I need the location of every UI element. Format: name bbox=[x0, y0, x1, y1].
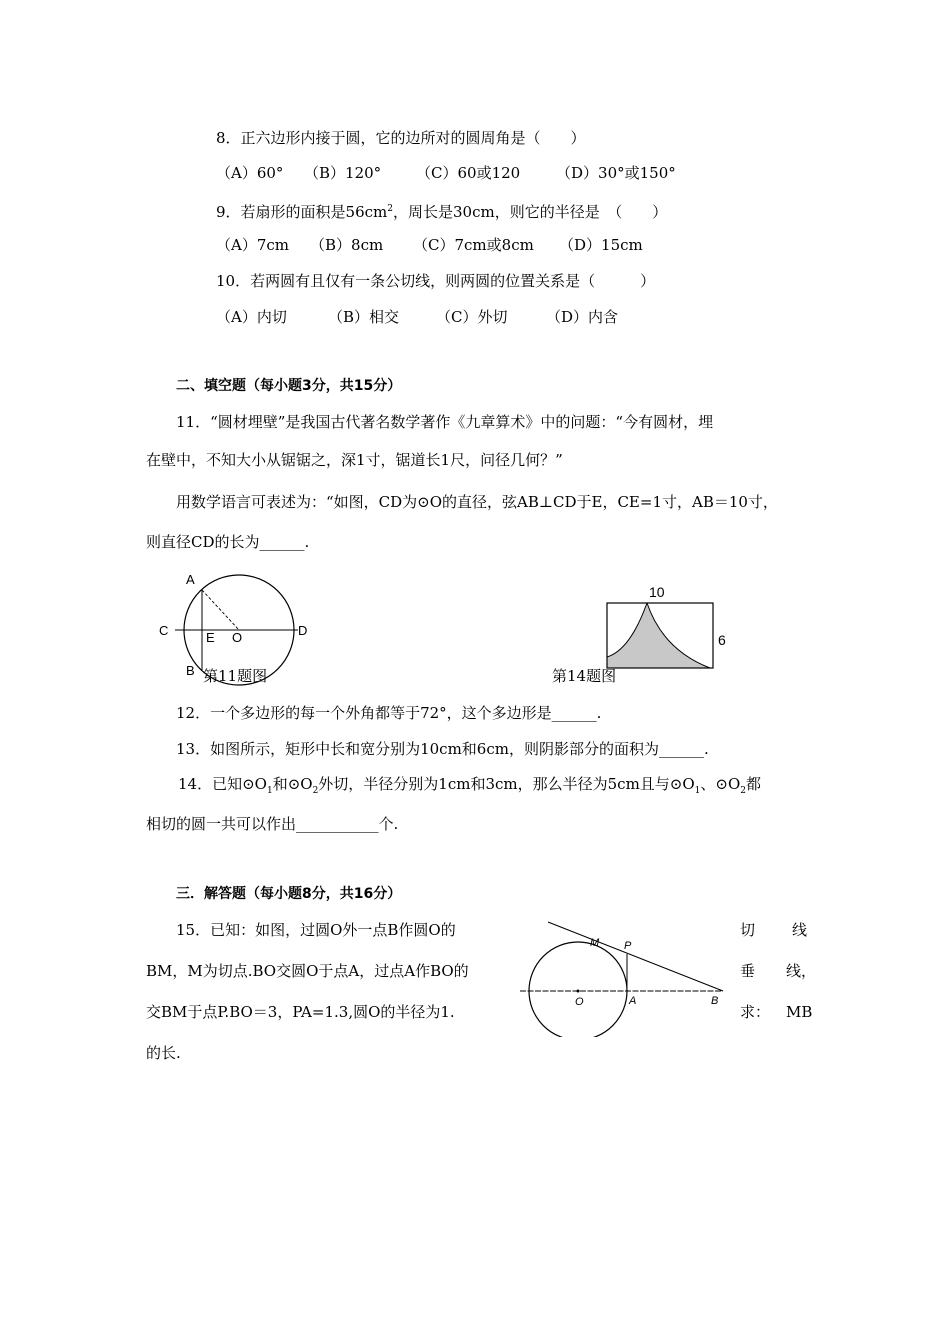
figure-14 bbox=[600, 580, 740, 675]
q10-option-c: （C）外切 bbox=[436, 308, 508, 326]
q15-right-3a: 求： bbox=[740, 1003, 771, 1021]
q8-option-a: （A）60° bbox=[216, 164, 284, 182]
q14-line1-a: 14．已知⊙O bbox=[178, 775, 267, 793]
fig15-label-p: P bbox=[624, 940, 632, 952]
q14-line1-b: 和⊙O bbox=[272, 775, 313, 793]
q15-left-line4: 的长. bbox=[146, 1044, 181, 1062]
q9-stem-sup: 2 bbox=[387, 204, 393, 214]
q15-right-3b: MB bbox=[786, 1003, 813, 1021]
fig11-label-a: A bbox=[186, 572, 195, 587]
q9-stem-b: ，周长是30cm，则它的半径是 （ ） bbox=[393, 203, 668, 221]
q9-option-c: （C）7cm或8cm bbox=[413, 236, 534, 254]
q9-options bbox=[216, 235, 643, 255]
q14-line1-c: 外切，半径分别为1cm和3cm，那么半径为5cm且与⊙O bbox=[318, 775, 695, 793]
q13-text: 13．如图所示，矩形中长和宽分别为10cm和6cm，则阴影部分的面积为______. bbox=[176, 740, 709, 758]
q8-stem: 8．正六边形内接于圆，它的边所对的圆周角是（ ） bbox=[216, 129, 586, 147]
q15-right-2a: 垂 bbox=[740, 962, 756, 980]
q9-stem-a: 9．若扇形的面积是56cm bbox=[216, 203, 388, 221]
fig11-label-d: D bbox=[298, 623, 308, 638]
q14-sub-1: 1 bbox=[266, 786, 273, 796]
q12-text: 12．一个多边形的每一个外角都等于72°，这个多边形是______. bbox=[176, 704, 602, 722]
fig11-caption: 第11题图 bbox=[203, 667, 268, 685]
q14-sub-3: 1 bbox=[694, 786, 701, 796]
q14-line2: 相切的圆一共可以作出___________个. bbox=[146, 815, 399, 833]
q14-sub-2: 2 bbox=[312, 786, 319, 796]
q9-option-a: （A）7cm bbox=[216, 236, 290, 254]
q8-options bbox=[216, 163, 676, 183]
fig11-label-c: C bbox=[159, 623, 169, 638]
q11-line4: 则直径CD的长为______. bbox=[146, 533, 310, 551]
q15-right-2b: 线， bbox=[786, 962, 817, 980]
q9-stem bbox=[216, 199, 667, 222]
q10-option-d: （D）内含 bbox=[546, 308, 619, 326]
q14-line1-e: 都 bbox=[746, 775, 762, 793]
q15-left-line1: 15．已知：如图，过圆O外一点B作圆O的 bbox=[176, 921, 456, 939]
q14-sub-4: 2 bbox=[740, 786, 747, 796]
q10-option-b: （B）相交 bbox=[328, 308, 400, 326]
fig15-tangent-bm bbox=[548, 922, 723, 991]
q9-option-d: （D）15cm bbox=[559, 236, 643, 254]
fig11-label-b: B bbox=[186, 663, 195, 678]
fig14-label-width: 6 bbox=[718, 632, 726, 648]
section3-heading: 三．解答题（每小题8分，共16分） bbox=[176, 886, 402, 902]
q15-left-line2: BM，M为切点.BO交圆O于点A，过点A作BO的 bbox=[146, 962, 469, 980]
q9-option-b: （B）8cm bbox=[310, 236, 384, 254]
q15-right-1a: 切 bbox=[740, 921, 756, 939]
fig15-center-dot bbox=[577, 990, 580, 993]
q11-line2: 在壁中，不知大小从锯锯之，深1寸，锯道长1尺，问径几何？” bbox=[146, 451, 563, 469]
q10-stem: 10．若两圆有且仅有一条公切线，则两圆的位置关系是（ ） bbox=[216, 272, 656, 290]
q11-line1: 11．“圆材埋壁”是我国古代著名数学著作《九章算术》中的问题：“今有圆材，埋 bbox=[176, 413, 714, 431]
fig15-label-b: B bbox=[711, 995, 719, 1007]
fig11-label-e: E bbox=[206, 630, 215, 645]
fig15-label-a: A bbox=[629, 995, 637, 1007]
fig14-label-length: 10 bbox=[649, 584, 665, 600]
q11-line3: 用数学语言可表述为：“如图，CD为⊙O的直径，弦AB⊥CD于E，CE=1寸，AB＝10寸， bbox=[176, 493, 778, 511]
fig15-label-o: O bbox=[575, 996, 584, 1008]
q8-option-b: （B）120° bbox=[304, 164, 382, 182]
q10-option-a: （A）内切 bbox=[216, 308, 287, 326]
q14-line1 bbox=[178, 774, 761, 801]
fig11-label-o: O bbox=[232, 630, 243, 645]
fig14-caption: 第14题图 bbox=[552, 667, 617, 685]
q8-option-c: （C）60或120 bbox=[416, 164, 521, 182]
q8-option-d: （D）30°或150° bbox=[556, 164, 676, 182]
q10-options bbox=[216, 307, 618, 327]
q15-left-line3: 交BM于点P.BO＝3，PA=1.3,圆O的半径为1. bbox=[146, 1003, 455, 1021]
q15-right-1b: 线 bbox=[792, 921, 808, 939]
q14-line1-d: 、⊙O bbox=[700, 775, 741, 793]
section2-heading: 二、填空题（每小题3分，共15分） bbox=[176, 378, 402, 394]
fig15-label-m: M bbox=[590, 937, 600, 949]
figure-15 bbox=[515, 912, 740, 1037]
fig14-shaded-region bbox=[607, 603, 710, 668]
fig11-radius-ao bbox=[202, 590, 239, 630]
